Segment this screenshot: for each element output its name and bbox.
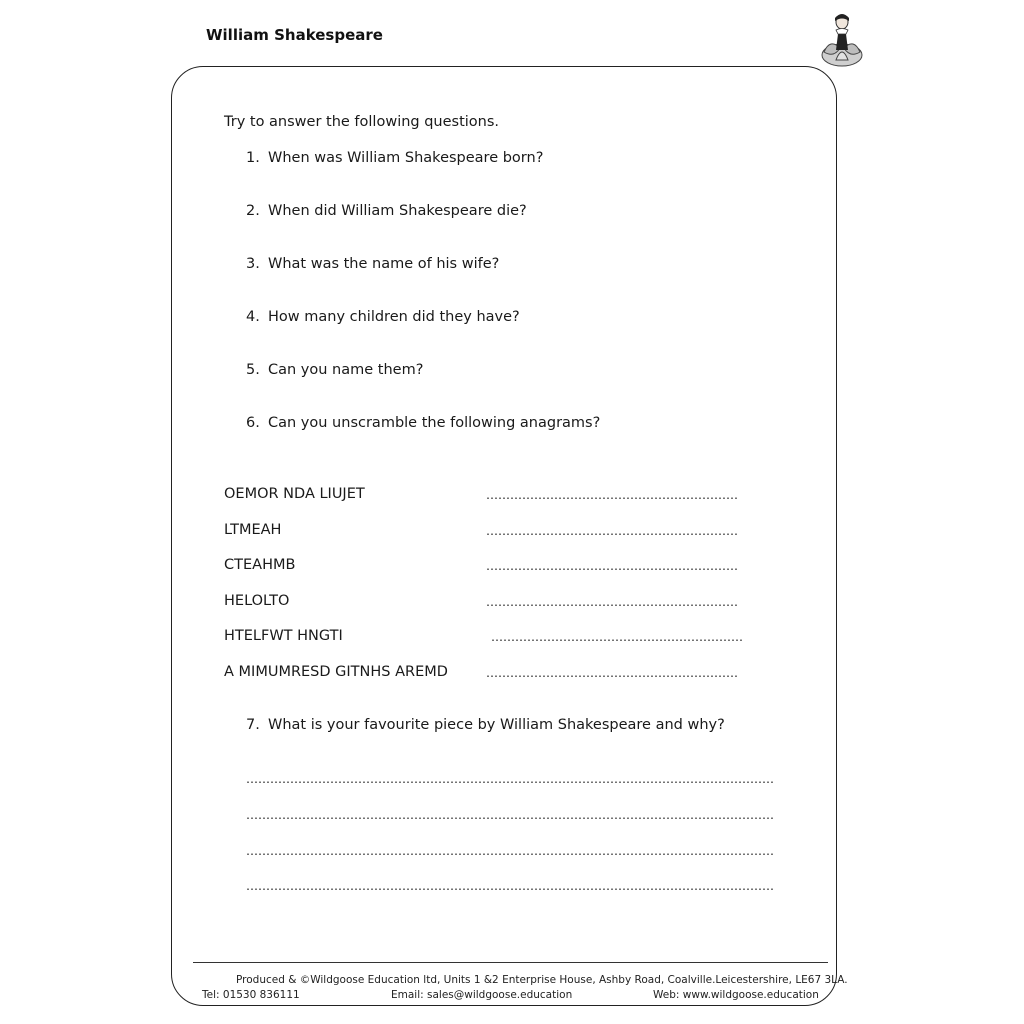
page-title: William Shakespeare xyxy=(206,26,383,44)
answer-line-2[interactable]: …………………………………………………………………………………………………………………… xyxy=(246,808,774,822)
instructions: Try to answer the following questions. xyxy=(224,114,500,130)
anagram-6: A MIMUMRESD GITNHS AREMD xyxy=(224,664,448,680)
answer-line-4[interactable]: …………………………………………………………………………………………………………………… xyxy=(246,879,774,893)
anagram-6-answer-line[interactable]: ……………………………………………………… xyxy=(486,666,738,680)
anagram-3-answer-line[interactable]: ……………………………………………………… xyxy=(486,559,738,573)
answer-line-3[interactable]: …………………………………………………………………………………………………………………… xyxy=(246,844,774,858)
anagram-5-answer-line[interactable]: ……………………………………………………… xyxy=(491,630,743,644)
question-5: 5. Can you name them? xyxy=(246,362,424,378)
anagram-4-answer-line[interactable]: ……………………………………………………… xyxy=(486,595,738,609)
footer-divider xyxy=(193,962,828,963)
question-3: 3. What was the name of his wife? xyxy=(246,256,500,272)
anagram-1: OEMOR NDA LIUJET xyxy=(224,486,365,502)
anagram-1-answer-line[interactable]: ……………………………………………………… xyxy=(486,488,738,502)
anagram-4: HELOLTO xyxy=(224,593,290,609)
question-4: 4. How many children did they have? xyxy=(246,309,520,325)
question-7: 7. What is your favourite piece by William Shakespeare and why? xyxy=(246,717,725,733)
question-1: 1. When was William Shakespeare born? xyxy=(246,150,544,166)
question-2: 2. When did William Shakespeare die? xyxy=(246,203,527,219)
question-6: 6. Can you unscramble the following anagrams? xyxy=(246,415,601,431)
anagram-2-answer-line[interactable]: ……………………………………………………… xyxy=(486,524,738,538)
footer-email[interactable]: Email: sales@wildgoose.education xyxy=(391,989,573,1001)
answer-line-1[interactable]: …………………………………………………………………………………………………………………… xyxy=(246,772,774,786)
footer-publisher: Produced & ©Wildgoose Education ltd, Units 1 &2 Enterprise House, Ashby Road, Coalville.Leicestershire, LE67 3LA. xyxy=(236,974,848,986)
anagram-2: LTMEAH xyxy=(224,522,282,538)
footer-telephone: Tel: 01530 836111 xyxy=(202,989,300,1001)
shakespeare-bust-logo-icon xyxy=(818,8,866,68)
anagram-5: HTELFWT HNGTI xyxy=(224,628,343,644)
anagram-3: CTEAHMB xyxy=(224,557,296,573)
footer-website[interactable]: Web: www.wildgoose.education xyxy=(653,989,819,1001)
